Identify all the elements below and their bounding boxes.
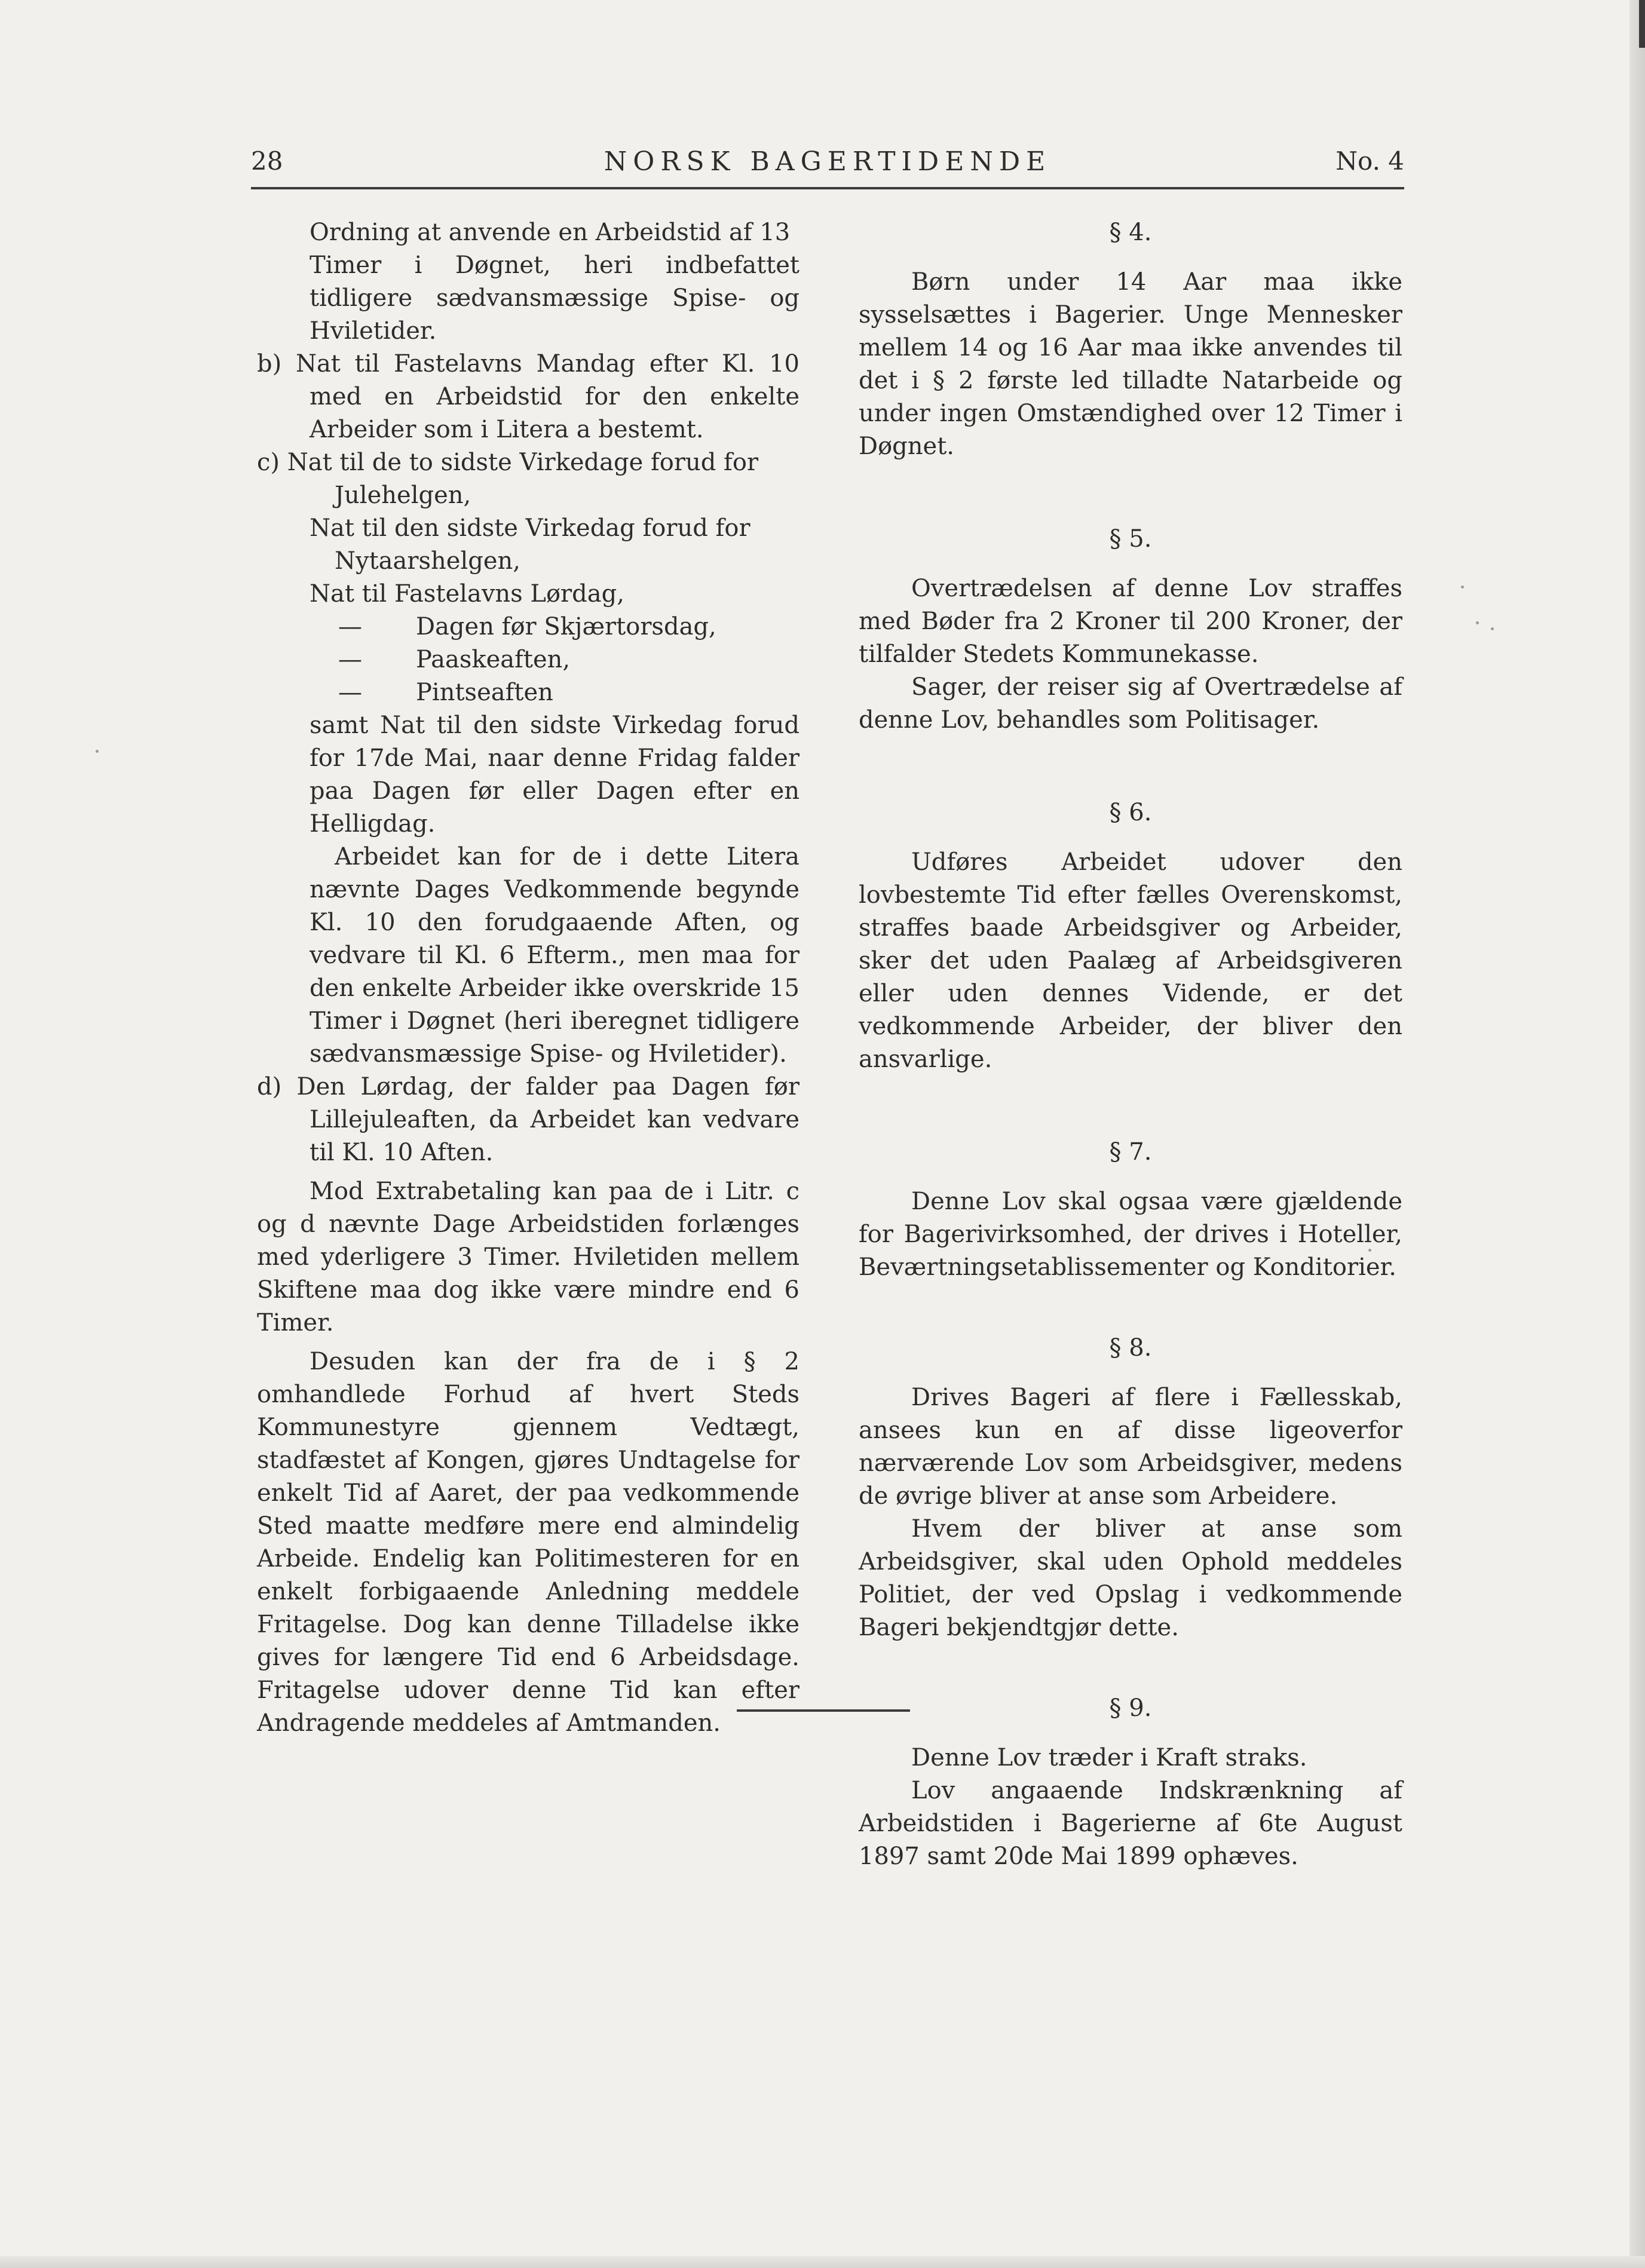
intro-paragraph: Timer i Døgnet, heri indbefattet tidligere sædvansmæssige Spise- og Hviletider.	[310, 252, 799, 345]
dash-item	[257, 643, 799, 676]
dash-glyph: —	[338, 679, 362, 706]
section-5-heading: § 5.	[1109, 525, 1152, 553]
item-d: d) Den Lørdag, der falder paa Dagen før Lillejuleaften, da Arbeidet kan vedvare til Kl. 10 Aften.	[257, 1073, 799, 1166]
item-c-julehelgen: Julehelgen,	[335, 482, 471, 509]
item-c-17de-mai: samt Nat til den sidste Virkedag forud for 17de Mai, naar denne Fridag falder paa Dagen før eller Dagen efter en Helligdag.	[310, 712, 799, 838]
dash-item-text: Paaskeaften,	[416, 646, 571, 673]
scan-speck	[1491, 627, 1494, 630]
section-4-text: Børn under 14 Aar maa ikke sysselsættes i Bagerier. Unge Mennesker mellem 14 og 16 Aar maa ikke anvendes til det i § 2 første led tilladte Natarbeide og under ingen Omstændighed over 12 Timer i Døgnet.	[859, 268, 1402, 460]
page-corner-mark	[1639, 0, 1645, 48]
issue-number: No. 4	[1335, 146, 1404, 176]
scan-speck	[96, 750, 99, 753]
section-5-text: Overtrædelsen af denne Lov straffes med Bøder fra 2 Kroner til 200 Kroner, der tilfalder Stedets Kommunekasse.	[859, 575, 1402, 668]
extrabetaling-paragraph: Mod Extrabetaling kan paa de i Litr. c og d nævnte Dage Arbeidstiden forlænges med yderligere 3 Timer. Hviletiden mellem Skiftene maa dog ikke være mindre end 6 Timer.	[257, 1178, 799, 1337]
scan-speck	[1461, 586, 1464, 589]
page-edge-shadow	[1629, 0, 1645, 2268]
section-7-text: Denne Lov skal ogsaa være gjældende for Bagerivirksomhed, der drives i Hoteller, Beværtningsetablissementer og Konditorier.	[859, 1188, 1402, 1281]
section-9-heading: § 9.	[1109, 1694, 1152, 1722]
left-column	[257, 216, 799, 1740]
item-c-nytaarshelgen: Nytaarshelgen,	[335, 547, 520, 575]
section-8-text: Drives Bageri af flere i Fællesskab, ansees kun en af disse ligeoverfor nærværende Lov som Arbeidsgiver, medens de øvrige bliver at anse som Arbeidere.	[859, 1384, 1402, 1510]
page-number: 28	[251, 146, 283, 176]
dash-item-text: Dagen før Skjærtorsdag,	[416, 613, 716, 640]
item-c-fastelavn: Nat til Fastelavns Lørdag,	[310, 580, 624, 608]
right-column	[859, 216, 1402, 1873]
section-6-heading: § 6.	[1109, 799, 1152, 826]
item-c-line-1: c) Nat til de to sidste Virkedage forud for	[257, 449, 759, 476]
section-4-heading: § 4.	[1109, 219, 1152, 246]
page-header	[251, 146, 1404, 182]
intro-line: Ordning at anvende en Arbeidstid af 13	[310, 219, 791, 246]
dash-item	[257, 676, 799, 709]
dash-glyph: —	[338, 646, 362, 673]
section-9-text-2: Lov angaaende Indskrænkning af Arbeidstiden i Bagerierne af 6te August 1897 samt 20de Mai 1899 ophæves.	[859, 1777, 1402, 1870]
end-rule	[737, 1709, 910, 1712]
section-6-text: Udføres Arbeidet udover den lovbestemte Tid efter fælles Overenskomst, straffes baade Arbeidsgiver og Arbeider, sker det uden Paalæg af Arbeidsgiveren eller uden dennes Vidende, er det vedkommende Arbeider, der bliver den ansvarlige.	[859, 848, 1402, 1073]
section-5-text-2: Sager, der reiser sig af Overtrædelse af denne Lov, behandles som Politisager.	[859, 673, 1402, 734]
scan-speck	[1476, 621, 1479, 624]
desuden-paragraph: Desuden kan der fra de i § 2 omhandlede Forhud af hvert Steds Kommunestyre gjennem Vedtægt, stadfæstet af Kongen, gjøres Undtagelse for enkelt Tid af Aaret, der paa vedkommende Sted maatte medføre mere end almindelig Arbeide. Endelig kan Politimesteren for en enkelt forbigaaende Anledning meddele Fritagelse. Dog kan denne Tilladelse ikke gives for længere Tid end 6 Arbeidsdage. Fritagelse udover denne Tid kan efter Andragende meddeles af Amtmanden.	[257, 1348, 799, 1737]
dash-item	[257, 611, 799, 643]
section-7-heading: § 7.	[1109, 1138, 1152, 1166]
page-bottom-edge	[0, 2256, 1645, 2268]
item-b: b) Nat til Fastelavns Mandag efter Kl. 10 med en Arbeidstid for den enkelte Arbeider som i Litera a bestemt.	[257, 350, 799, 443]
running-title: NORSK BAGERTIDENDE	[604, 146, 1052, 177]
section-9-text: Denne Lov træder i Kraft straks.	[911, 1744, 1307, 1772]
item-c-line-3: Nat til den sidste Virkedag forud for	[310, 514, 750, 542]
section-8-text-2: Hvem der bliver at anse som Arbeidsgiver, skal uden Ophold meddeles Politiet, der ved Opslag i vedkommende Bageri bekjendtgjør dette.	[859, 1515, 1402, 1641]
dash-glyph: —	[338, 613, 362, 640]
header-rule	[251, 187, 1404, 189]
dash-item-text: Pintseaften	[416, 679, 553, 706]
item-c-arbeidet: Arbeidet kan for de i dette Litera nævnte Dages Vedkommende begynde Kl. 10 den forudgaaende Aften, og vedvare til Kl. 6 Efterm., men maa for den enkelte Arbeider ikke overskride 15 Timer i Døgnet (heri iberegnet tidligere sædvansmæssige Spise- og Hviletider).	[310, 843, 799, 1068]
section-8-heading: § 8.	[1109, 1334, 1152, 1362]
